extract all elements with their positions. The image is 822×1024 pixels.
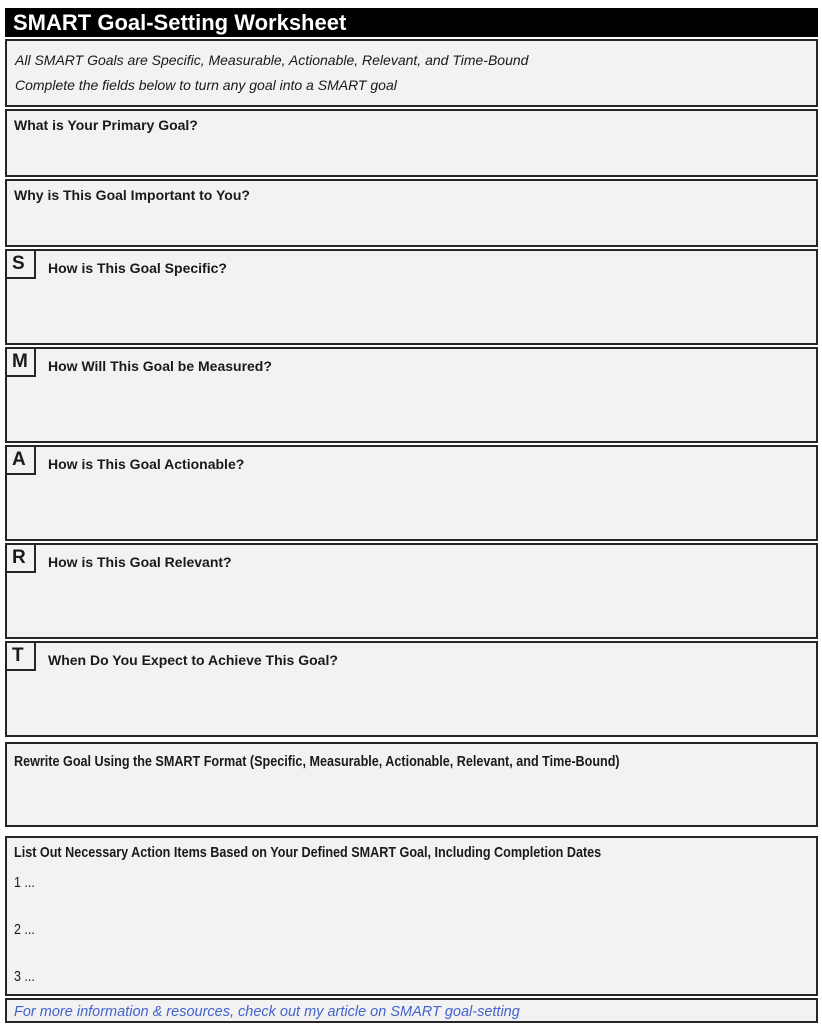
smart-section-specific bbox=[5, 249, 818, 345]
worksheet-title-bar bbox=[5, 8, 818, 37]
footer-article-link[interactable]: For more information & resources, check out my article on SMART goal-setting bbox=[14, 1004, 520, 1020]
action-item-2[interactable]: 2 ... bbox=[14, 922, 35, 938]
intro-line-1: All SMART Goals are Specific, Measurable, Actionable, Relevant, and Time-Bound bbox=[15, 52, 529, 68]
smart-question-actionable: How is This Goal Actionable? bbox=[48, 456, 245, 472]
smart-answer-area-timebound[interactable] bbox=[7, 673, 816, 735]
worksheet bbox=[5, 8, 818, 1023]
goal-importance-question: Why is This Goal Important to You? bbox=[14, 187, 250, 203]
primary-goal-question: What is Your Primary Goal? bbox=[14, 117, 198, 133]
smart-question-relevant: How is This Goal Relevant? bbox=[48, 554, 232, 570]
smart-answer-area-measurable[interactable] bbox=[7, 379, 816, 441]
primary-goal-answer-area[interactable] bbox=[7, 137, 816, 175]
intro-line-2: Complete the fields below to turn any goal into a SMART goal bbox=[15, 77, 397, 93]
smart-answer-area-specific[interactable] bbox=[7, 281, 816, 343]
page-title: SMART Goal-Setting Worksheet bbox=[13, 9, 347, 35]
goal-importance-field bbox=[5, 179, 818, 247]
smart-question-specific: How is This Goal Specific? bbox=[48, 260, 227, 276]
smart-answer-area-actionable[interactable] bbox=[7, 477, 816, 539]
smart-answer-area-relevant[interactable] bbox=[7, 575, 816, 637]
intro-box bbox=[5, 39, 818, 107]
rewrite-goal-heading: Rewrite Goal Using the SMART Format (Specific, Measurable, Actionable, Relevant, and Time-Bound) bbox=[14, 753, 620, 770]
action-items-heading: List Out Necessary Action Items Based on Your Defined SMART Goal, Including Completion Dates bbox=[14, 844, 602, 861]
smart-question-timebound: When Do You Expect to Achieve This Goal? bbox=[48, 652, 338, 668]
smart-section-measurable bbox=[5, 347, 818, 443]
action-items-field bbox=[5, 836, 818, 996]
action-item-3[interactable]: 3 ... bbox=[14, 969, 35, 985]
smart-question-measurable: How Will This Goal be Measured? bbox=[48, 358, 272, 374]
smart-section-timebound bbox=[5, 641, 818, 737]
letter-badge-m: M bbox=[7, 349, 36, 377]
primary-goal-field bbox=[5, 109, 818, 177]
letter-badge-a: A bbox=[7, 447, 36, 475]
action-item-1[interactable]: 1 ... bbox=[14, 875, 35, 891]
letter-badge-t: T bbox=[7, 643, 36, 671]
goal-importance-answer-area[interactable] bbox=[7, 207, 816, 245]
smart-section-relevant bbox=[5, 543, 818, 639]
letter-badge-s: S bbox=[7, 251, 36, 279]
footer-box bbox=[5, 998, 818, 1023]
smart-section-actionable bbox=[5, 445, 818, 541]
rewrite-goal-answer-area[interactable] bbox=[7, 778, 816, 825]
letter-badge-r: R bbox=[7, 545, 36, 573]
rewrite-goal-field bbox=[5, 742, 818, 827]
